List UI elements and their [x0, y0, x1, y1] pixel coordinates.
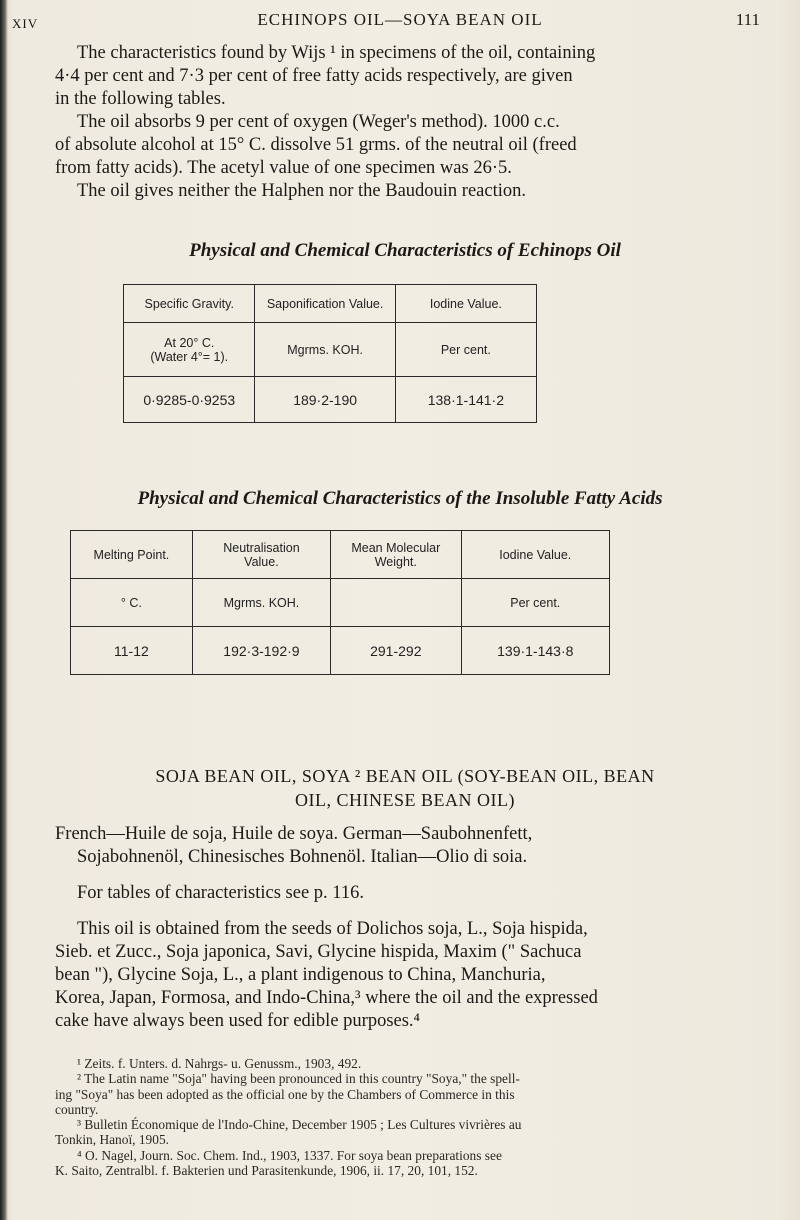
- footnote-line: ³ Bulletin Économique de l'Indo-Chine, December 1905 ; Les Cultures vivrières au: [77, 1117, 522, 1133]
- running-title: ECHINOPS OIL—SOYA BEAN OIL: [257, 10, 543, 29]
- text-line: Sojabohnenöl, Chinesisches Bohnenöl. Italian—Olio di soia.: [77, 847, 528, 867]
- heading-line: OIL, CHINESE BEAN OIL): [295, 790, 515, 810]
- table1-caption: Physical and Chemical Characteristics of Echinops Oil: [189, 240, 621, 261]
- intro-paragraph-3: [55, 180, 755, 203]
- names-paragraph: [55, 823, 755, 869]
- table2-value-cell: 11-12: [71, 627, 193, 675]
- text-line: The characteristics found by Wijs ¹ in specimens of the oil, containing: [77, 43, 596, 63]
- reference-line: For tables of characteristics see p. 116.: [77, 883, 364, 903]
- heading-line: SOJA BEAN OIL, SOYA ² BEAN OIL (SOY-BEAN OIL, BEAN: [155, 766, 655, 786]
- footnote-3: [55, 1117, 755, 1148]
- header-line: Value.: [244, 554, 279, 569]
- table2-header-cell: [71, 531, 193, 579]
- footnote-2: [55, 1071, 755, 1117]
- table2-unit-cell: Mgrms. KOH.: [192, 579, 330, 627]
- text-line: The oil absorbs 9 per cent of oxygen (Weger's method). 1000 c.c.: [77, 112, 560, 132]
- table2-unit-cell: ° C.: [71, 579, 193, 627]
- table2-unit-cell: [331, 579, 461, 627]
- text-line: in the following tables.: [55, 89, 226, 109]
- table2-unit-cell: Per cent.: [461, 579, 609, 627]
- text-line: Sieb. et Zucc., Soja japonica, Savi, Glycine hispida, Maxim (" Sachuca: [55, 942, 582, 962]
- folio-roman: XIV: [12, 16, 39, 31]
- table1-value-cell: 138·1-141·2: [395, 377, 536, 423]
- header-line: Neutralisation: [223, 540, 300, 555]
- page-header: [0, 10, 800, 34]
- header-line: Melting Point.: [93, 547, 170, 562]
- fatty-acids-table: [70, 530, 610, 675]
- table2-value-cell: 192·3-192·9: [192, 627, 330, 675]
- language-names: [55, 823, 755, 869]
- unit-line: At 20° C.: [164, 335, 215, 350]
- table1-header-cell: Iodine Value.: [395, 285, 536, 323]
- table1-value-cell: 189·2-190: [255, 377, 395, 423]
- footnote-line: country.: [55, 1101, 99, 1117]
- table2-caption: Physical and Chemical Characteristics of the Insoluble Fatty Acids: [137, 488, 663, 509]
- header-line: Mean Molecular: [351, 540, 441, 555]
- tables-reference: [55, 882, 755, 905]
- footnotes: [55, 1056, 755, 1178]
- table1-header-cell: Specific Gravity.: [124, 285, 255, 323]
- text-line: bean "), Glycine Soja, L., a plant indigenous to China, Manchuria,: [55, 965, 546, 985]
- text-line: of absolute alcohol at 15° C. dissolve 51 grms. of the neutral oil (freed: [55, 135, 577, 155]
- origin-text: [55, 918, 755, 1033]
- text-line: from fatty acids). The acetyl value of one specimen was 26·5.: [55, 158, 512, 178]
- table2-value-cell: 139·1-143·8: [461, 627, 609, 675]
- table1-unit-cell: [124, 323, 255, 377]
- header-line: Weight.: [374, 554, 417, 569]
- text-line: This oil is obtained from the seeds of Dolichos soja, L., Soja hispida,: [77, 919, 588, 939]
- footnote-line: Tonkin, Hanoï, 1905.: [55, 1132, 169, 1148]
- footnote-1: [55, 1056, 755, 1071]
- text-line: The oil gives neither the Halphen nor the Baudouin reaction.: [77, 181, 527, 201]
- table2-header-cell: [192, 531, 330, 579]
- text-line: French—Huile de soja, Huile de soya. German—Saubohnenfett,: [55, 824, 533, 844]
- table1-unit-cell: Mgrms. KOH.: [255, 323, 395, 377]
- table2-header-cell: [461, 531, 609, 579]
- footnote-line: ¹ Zeits. f. Unters. d. Nahrgs- u. Genussm., 1903, 492.: [77, 1056, 362, 1071]
- footnote-line: K. Saito, Zentralbl. f. Bakterien und Parasitenkunde, 1906, ii. 17, 20, 101, 152.: [55, 1163, 478, 1179]
- table1-unit-cell: Per cent.: [395, 323, 536, 377]
- page-spine-shadow: [0, 0, 8, 1220]
- footnote-line: ⁴ O. Nagel, Journ. Soc. Chem. Ind., 1903, 1337. For soya bean preparations see: [77, 1147, 502, 1163]
- footnote-line: ing "Soya" has been adopted as the official one by the Chambers of Commerce in this: [55, 1086, 515, 1102]
- intro-text: [55, 42, 755, 203]
- text-line: Korea, Japan, Formosa, and Indo-China,³ where the oil and the expressed: [55, 988, 598, 1008]
- intro-paragraph-2: [55, 111, 755, 180]
- table2-value-cell: 291-292: [331, 627, 461, 675]
- text-line: cake have always been used for edible purposes.⁴: [55, 1011, 421, 1031]
- page-number: 111: [735, 10, 760, 29]
- footnote-4: [55, 1148, 755, 1179]
- table1-header-cell: Saponification Value.: [255, 285, 395, 323]
- echinops-oil-table: [123, 284, 537, 423]
- table2-header-cell: [331, 531, 461, 579]
- section-heading: [55, 764, 755, 812]
- intro-paragraph-1: [55, 42, 755, 111]
- origin-paragraph: [55, 918, 755, 1033]
- header-line: Iodine Value.: [499, 547, 572, 562]
- text-line: 4·4 per cent and 7·3 per cent of free fatty acids respectively, are given: [55, 66, 573, 86]
- table1-value-cell: 0·9285-0·9253: [124, 377, 255, 423]
- footnote-line: ² The Latin name "Soja" having been pronounced in this country "Soya," the spell-: [77, 1071, 520, 1087]
- unit-line: (Water 4°= 1).: [150, 349, 229, 364]
